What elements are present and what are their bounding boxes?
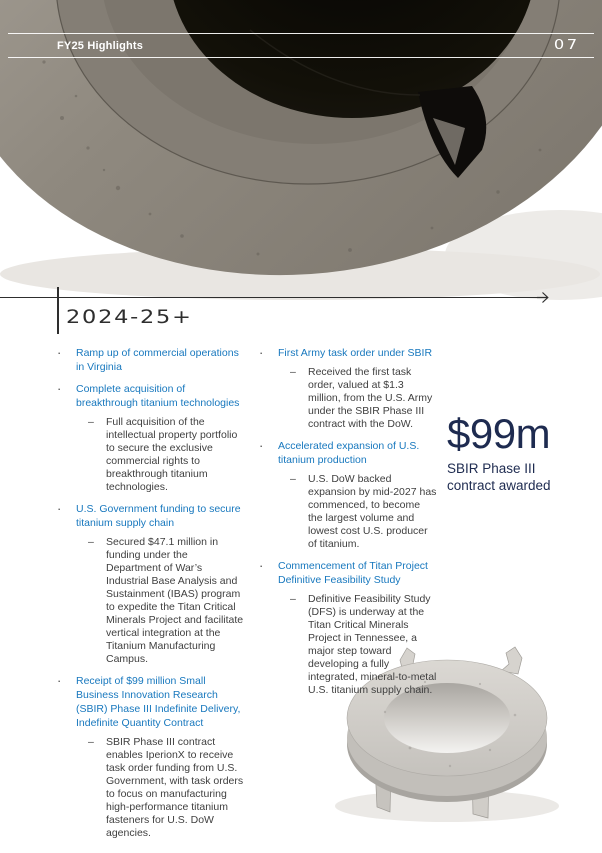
highlight-heading: Commencement of Titan Project Definitive Feasibility Study [278, 560, 428, 586]
highlight-item [57, 502, 245, 666]
bullet-icon: · [259, 345, 264, 360]
highlight-heading: U.S. Government funding to secure titanium supply chain [76, 503, 241, 529]
highlight-detail-row [290, 593, 437, 697]
highlight-heading: First Army task order under SBIR [278, 347, 433, 359]
highlight-heading: Accelerated expansion of U.S. titanium production [278, 440, 420, 466]
highlight-detail: Received the first task order, valued at $1.3 million, from the U.S. Army under the SBIR Phase III contract with the DoW. [308, 366, 433, 430]
titanium-component-photo [0, 0, 602, 300]
highlight-heading-row [259, 439, 437, 467]
highlight-heading-row [57, 502, 245, 530]
highlight-detail: U.S. DoW backed expansion by mid-2027 has commenced, to become the largest volume and lowest cost U.S. producer of titanium. [308, 473, 437, 550]
dash-icon: – [290, 593, 296, 605]
highlight-detail-row [88, 736, 245, 840]
highlight-item [259, 346, 437, 431]
highlights-column-right [259, 346, 437, 848]
bullet-icon: · [259, 558, 264, 573]
page-header [8, 33, 594, 58]
highlight-item [57, 346, 245, 374]
bullet-icon: · [57, 673, 62, 688]
highlight-heading: Receipt of $99 million Small Business Innovation Research (SBIR) Phase III Indefinite Delivery, Indefinite Quantity Contract [76, 675, 241, 729]
page-header-row [8, 34, 594, 57]
highlight-item [57, 382, 245, 494]
highlights-column-left [57, 346, 245, 848]
highlight-heading-row [57, 382, 245, 410]
dash-icon: – [88, 416, 94, 428]
stat-callout [447, 412, 587, 494]
stat-label: SBIR Phase III contract awarded [447, 461, 551, 493]
highlight-heading: Ramp up of commercial operations in Virginia [76, 347, 239, 373]
bullet-icon: · [57, 381, 62, 396]
timeline-line [0, 297, 541, 298]
highlight-detail-row [88, 536, 245, 666]
timeline-arrow-icon [536, 291, 550, 304]
timeline-tick [57, 287, 59, 334]
dash-icon: – [290, 366, 296, 378]
timeline-year-label: 2024-25+ [66, 306, 193, 328]
dash-icon: – [88, 736, 94, 748]
dash-icon: – [88, 536, 94, 548]
page-title: FY25 Highlights [57, 39, 144, 52]
bullet-icon: · [259, 438, 264, 453]
highlight-item [57, 674, 245, 840]
highlight-heading-row [57, 346, 245, 374]
highlight-detail: Full acquisition of the intellectual property portfolio to secure the exclusive commercial rights to breakthrough titanium technologies. [106, 416, 238, 493]
dash-icon: – [290, 473, 296, 485]
highlight-detail-row [88, 416, 245, 494]
highlight-heading-row [259, 346, 437, 360]
highlight-detail-row [290, 366, 437, 431]
highlight-detail: SBIR Phase III contract enables IperionX to receive task order funding from U.S. Government, with task orders to focus on manufacturing high-performance titanium fasteners for U.S. DoW agencies. [106, 736, 244, 839]
highlight-item [259, 439, 437, 551]
highlight-detail: Secured $47.1 million in funding under the Department of War’s Industrial Base Analysis and Sustainment (IBAS) program to expedite the Titan Critical Minerals Project and facilitate vertical integration at the Titanium Manufacturing Campus. [106, 536, 244, 665]
highlights-section [57, 346, 437, 848]
highlight-detail-row [290, 473, 437, 551]
highlight-item [259, 559, 437, 697]
stat-value: $99m [447, 410, 551, 457]
bullet-icon: · [57, 345, 62, 360]
highlight-heading: Complete acquisition of breakthrough titanium technologies [76, 383, 240, 409]
highlight-detail: Definitive Feasibility Study (DFS) is underway at the Titan Critical Minerals Project in Tennessee, a major step toward developing a fully integrated, mineral-to-metal U.S. titanium supply chain. [308, 593, 437, 696]
highlight-heading-row [259, 559, 437, 587]
bullet-icon: · [57, 501, 62, 516]
page-number: 07 [554, 38, 580, 53]
highlight-heading-row [57, 674, 245, 730]
